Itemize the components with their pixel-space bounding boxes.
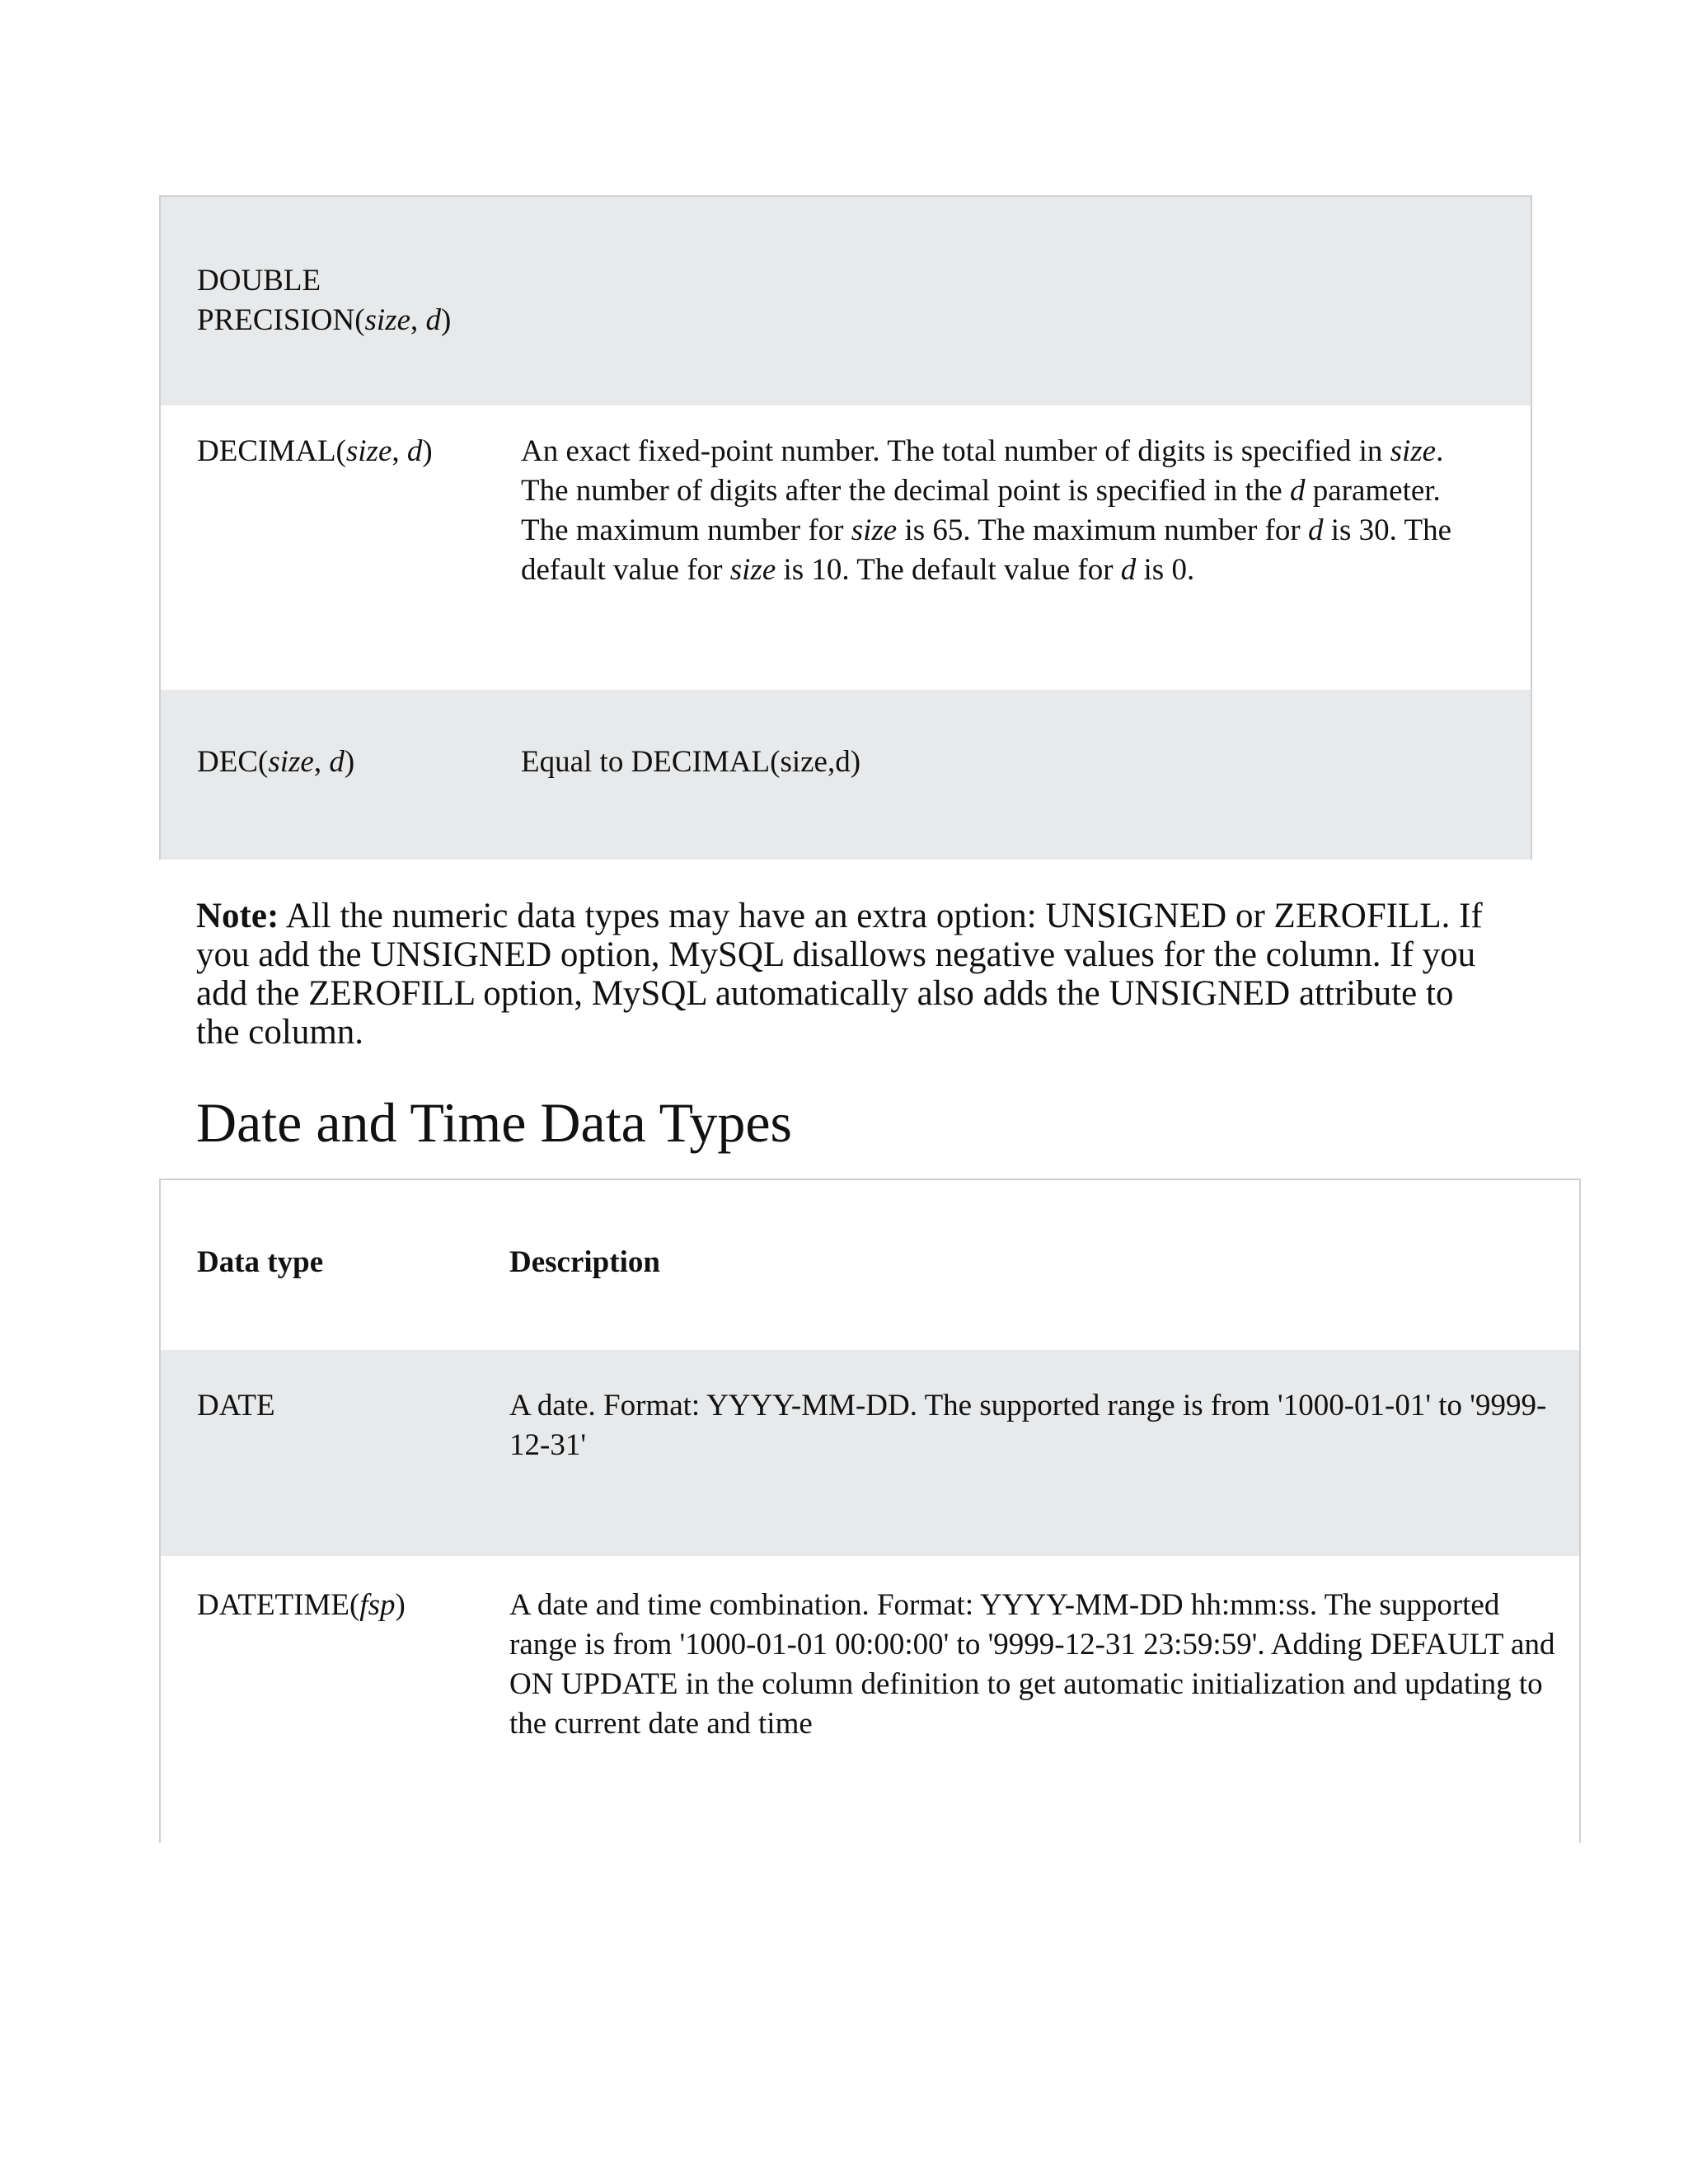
desc-param: size [1390,434,1437,468]
description-cell: Equal to DECIMAL(size,d) [521,745,861,779]
type-arg: fsp [359,1588,396,1622]
description-cell: A date. Format: YYYY-MM-DD. The supported range is from '1000-01-01' to '9999-12-31' [509,1389,1547,1462]
desc-param: d [1120,553,1137,587]
type-close: ) [422,434,433,468]
type-cell [197,743,354,782]
type-arg: d [329,745,345,779]
type-cell [197,432,433,471]
desc-param: size [851,513,898,547]
type-name: DOUBLE [197,264,321,298]
type-close: ) [395,1588,406,1622]
desc-text: is 0. [1136,553,1195,587]
type-arg: d [406,434,423,468]
type-name: DECIMAL( [197,434,346,468]
type-sep: , [392,434,407,468]
description-cell: A date and time combination. Format: YYYY-MM-DD hh:mm:ss. The supported range is from '1000-01-01 00:00:00' to '9999-12-31 23:59:59'. Adding DEFAULT and ON UPDATE in the column definition to get automatic initialization and updating to the current date and time [509,1588,1555,1741]
table-row [161,197,1531,405]
desc-param: d [1307,513,1324,547]
desc-text: is 30. The default value for [521,513,1452,587]
desc-text: is 10. The default value for [776,553,1121,587]
description-cell [521,432,1489,590]
table-row [161,1556,1579,1843]
type-arg: size [345,434,392,468]
column-header-data-type: Data type [197,1245,324,1279]
note-label: Note: [196,897,279,935]
type-close: ) [344,745,355,779]
date-time-types-table [159,1179,1581,1843]
desc-param: size [729,553,776,587]
type-cell [197,261,451,340]
type-cell [197,1586,406,1625]
column-header-description: Description [509,1245,660,1279]
table-header-row [161,1180,1579,1350]
note-paragraph [196,897,1490,1052]
desc-text: parameter. The maximum number for [521,474,1441,547]
type-arg: size [268,745,314,779]
type-close: ) [441,303,452,337]
desc-text: An exact fixed-point number. The total number of digits is specified in [521,434,1390,468]
table-row [161,1350,1579,1556]
note-text: All the numeric data types may have an extra option: UNSIGNED or ZEROFILL. If you add the UNSIGNED option, MySQL disallows negative values for the column. If you add the ZEROFILL option, MySQL automatically also adds the UNSIGNED attribute to the column. [196,897,1483,1052]
desc-text: is 65. The maximum number for [897,513,1308,547]
type-name: DATETIME( [197,1588,360,1622]
type-name: DEC( [197,745,269,779]
desc-param: d [1289,474,1306,508]
numeric-types-table [159,195,1532,860]
section-heading: Date and Time Data Types [196,1091,792,1154]
table-row [161,690,1531,860]
table-row [161,405,1531,690]
type-name-cont: PRECISION( [197,303,365,337]
type-sep: , [410,303,426,337]
desc-text: . The number of digits after the decimal point is specified in the [521,434,1444,508]
type-arg: d [425,303,442,337]
type-cell: DATE [197,1389,275,1422]
type-sep: , [313,745,330,779]
type-arg: size [364,303,411,337]
